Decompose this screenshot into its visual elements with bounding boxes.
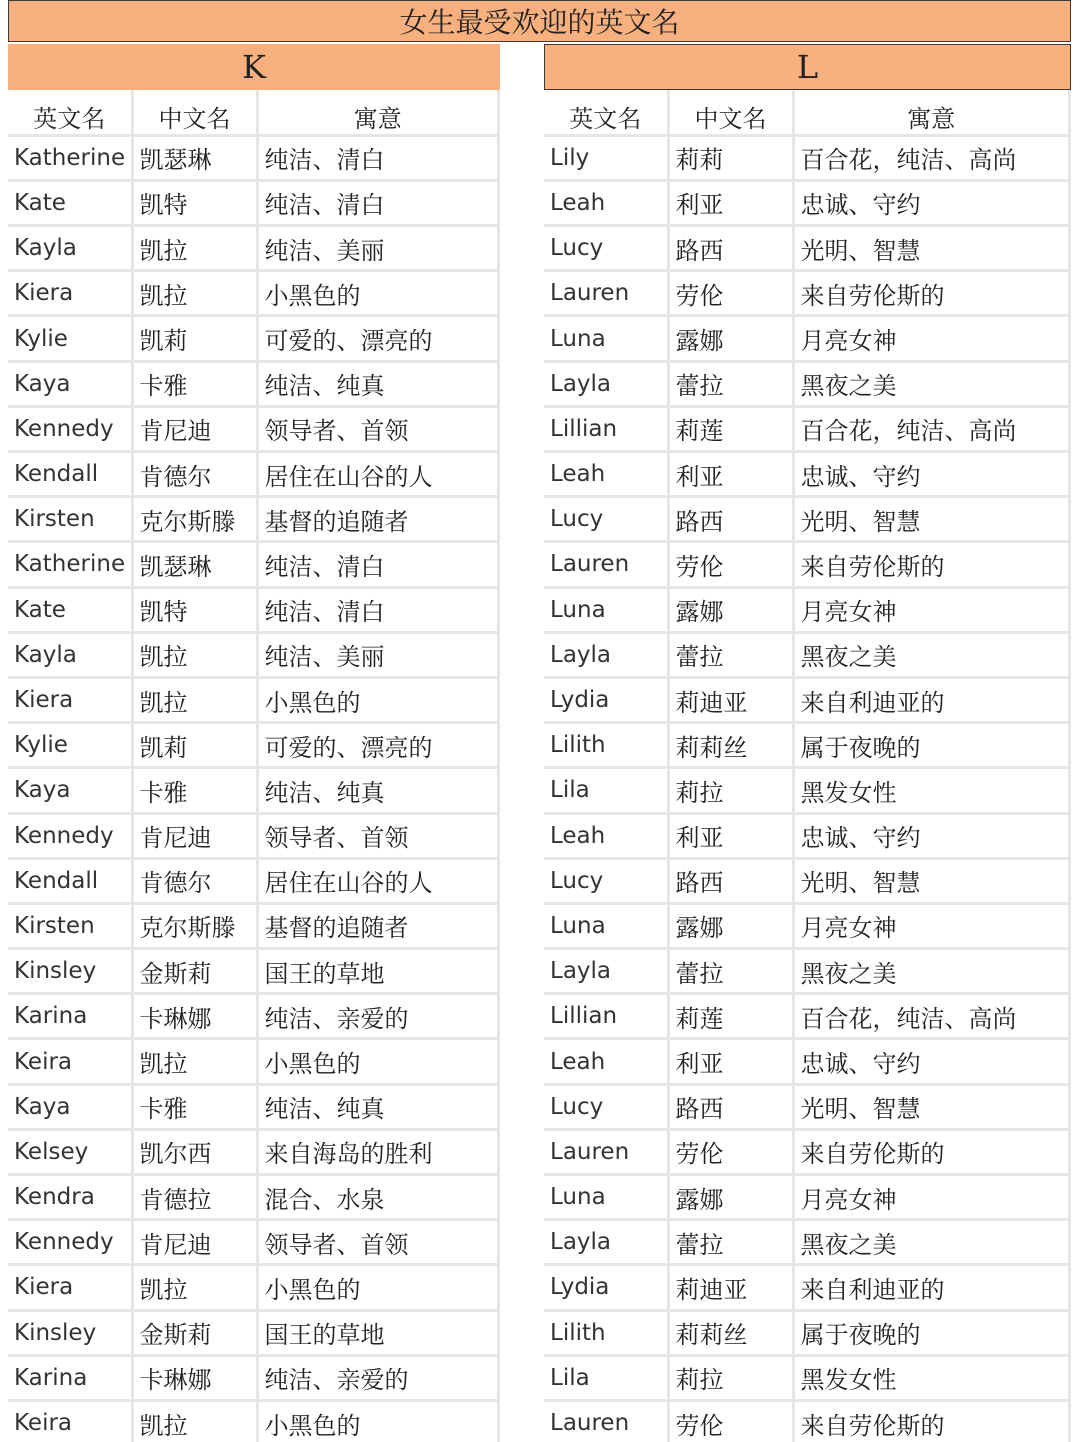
table-row [544,949,1070,994]
panel-l [544,44,1071,1442]
table-row [544,813,1070,858]
meaning-cell: 百合花，纯洁、高尚 [793,406,1070,451]
column-header-english: 英文名 [8,90,132,135]
table-row [8,316,499,361]
english-name-cell: Kendall [8,858,132,903]
table-row [8,858,499,903]
english-name-cell: Keira [8,1039,132,1084]
english-name-cell: Kirsten [8,903,132,948]
chinese-name-cell: 克尔斯滕 [132,903,257,948]
meaning-cell: 纯洁、纯真 [257,1084,499,1129]
table-row [544,677,1070,722]
table-row [8,903,499,948]
chinese-name-cell: 肯德拉 [132,1175,257,1220]
meaning-cell: 小黑色的 [257,1400,499,1442]
english-name-cell: Karina [8,1355,132,1400]
meaning-cell: 光明、智慧 [793,226,1070,271]
chinese-name-cell: 劳伦 [668,271,793,316]
chinese-name-cell: 露娜 [668,587,793,632]
chinese-name-cell: 凯拉 [132,632,257,677]
column-header-meaning: 寓意 [793,90,1070,135]
meaning-cell: 黑夜之美 [793,1220,1070,1265]
chinese-name-cell: 肯尼迪 [132,1220,257,1265]
chinese-name-cell: 莉莲 [668,406,793,451]
table-row [8,1265,499,1310]
english-name-cell: Kate [8,587,132,632]
english-name-cell: Lauren [544,1400,668,1442]
table-row [8,361,499,406]
meaning-cell: 小黑色的 [257,1039,499,1084]
chinese-name-cell: 莉莉 [668,135,793,180]
chinese-name-cell: 凯瑟琳 [132,542,257,587]
meaning-cell: 黑夜之美 [793,361,1070,406]
meaning-cell: 来自利迪亚的 [793,1265,1070,1310]
table-row [8,677,499,722]
chinese-name-cell: 金斯莉 [132,949,257,994]
table-row [544,858,1070,903]
meaning-cell: 小黑色的 [257,271,499,316]
meaning-cell: 来自劳伦斯的 [793,1400,1070,1442]
english-name-cell: Luna [544,903,668,948]
table-row [8,1310,499,1355]
meaning-cell: 光明、智慧 [793,858,1070,903]
chinese-name-cell: 劳伦 [668,542,793,587]
meaning-cell: 属于夜晚的 [793,723,1070,768]
english-name-cell: Layla [544,949,668,994]
english-name-cell: Kirsten [8,497,132,542]
english-name-cell: Lauren [544,1129,668,1174]
table-row [544,632,1070,677]
english-name-cell: Kaya [8,1084,132,1129]
table-row [8,226,499,271]
english-name-cell: Kayla [8,226,132,271]
meaning-cell: 黑夜之美 [793,632,1070,677]
chinese-name-cell: 蕾拉 [668,949,793,994]
chinese-name-cell: 露娜 [668,903,793,948]
meaning-cell: 国王的草地 [257,949,499,994]
english-name-cell: Kendra [8,1175,132,1220]
english-name-cell: Kiera [8,677,132,722]
chinese-name-cell: 凯拉 [132,677,257,722]
chinese-name-cell: 路西 [668,858,793,903]
meaning-cell: 月亮女神 [793,316,1070,361]
english-name-cell: Lila [544,1355,668,1400]
meaning-cell: 来自海岛的胜利 [257,1129,499,1174]
table-row [8,949,499,994]
english-name-cell: Kiera [8,271,132,316]
table-header-row [544,90,1070,135]
english-name-cell: Lucy [544,226,668,271]
chinese-name-cell: 肯尼迪 [132,406,257,451]
table-row [544,723,1070,768]
chinese-name-cell: 露娜 [668,316,793,361]
meaning-cell: 黑夜之美 [793,949,1070,994]
meaning-cell: 可爱的、漂亮的 [257,723,499,768]
table-row [8,1220,499,1265]
column-header-chinese: 中文名 [668,90,793,135]
chinese-name-cell: 路西 [668,226,793,271]
meaning-cell: 居住在山谷的人 [257,858,499,903]
english-name-cell: Lillian [544,406,668,451]
table-row [544,994,1070,1039]
table-row [544,587,1070,632]
chinese-name-cell: 卡琳娜 [132,994,257,1039]
meaning-cell: 月亮女神 [793,587,1070,632]
chinese-name-cell: 卡雅 [132,1084,257,1129]
table-row [544,180,1070,225]
table-row [544,1400,1070,1442]
english-name-cell: Leah [544,180,668,225]
english-name-cell: Lauren [544,271,668,316]
english-name-cell: Kaya [8,361,132,406]
english-name-cell: Layla [544,361,668,406]
meaning-cell: 来自劳伦斯的 [793,542,1070,587]
english-name-cell: Lydia [544,677,668,722]
table-row [8,497,499,542]
meaning-cell: 可爱的、漂亮的 [257,316,499,361]
english-name-cell: Kylie [8,723,132,768]
english-name-cell: Lily [544,135,668,180]
sheet-title: 女生最受欢迎的英文名 [8,0,1071,42]
letter-header-l: L [544,44,1071,90]
english-name-cell: Katherine [8,542,132,587]
table-row [8,587,499,632]
chinese-name-cell: 莉迪亚 [668,1265,793,1310]
table-row [8,1400,499,1442]
chinese-name-cell: 莉莉丝 [668,1310,793,1355]
meaning-cell: 领导者、首领 [257,406,499,451]
chinese-name-cell: 肯德尔 [132,452,257,497]
names-table-k [8,90,500,1442]
english-name-cell: Luna [544,587,668,632]
meaning-cell: 混合、水泉 [257,1175,499,1220]
chinese-name-cell: 凯拉 [132,1039,257,1084]
table-row [544,361,1070,406]
english-name-cell: Kate [8,180,132,225]
meaning-cell: 纯洁、亲爱的 [257,994,499,1039]
english-name-cell: Lilith [544,723,668,768]
chinese-name-cell: 露娜 [668,1175,793,1220]
meaning-cell: 月亮女神 [793,1175,1070,1220]
table-row [544,1220,1070,1265]
meaning-cell: 忠诚、守约 [793,813,1070,858]
table-row [8,271,499,316]
meaning-cell: 黑发女性 [793,1355,1070,1400]
english-name-cell: Kayla [8,632,132,677]
chinese-name-cell: 卡琳娜 [132,1355,257,1400]
meaning-cell: 纯洁、清白 [257,135,499,180]
table-row [544,542,1070,587]
meaning-cell: 忠诚、守约 [793,452,1070,497]
english-name-cell: Kiera [8,1265,132,1310]
meaning-cell: 国王的草地 [257,1310,499,1355]
english-name-cell: Lilith [544,1310,668,1355]
table-row [8,994,499,1039]
chinese-name-cell: 利亚 [668,813,793,858]
chinese-name-cell: 卡雅 [132,361,257,406]
meaning-cell: 纯洁、美丽 [257,632,499,677]
meaning-cell: 光明、智慧 [793,497,1070,542]
table-row [8,723,499,768]
column-header-chinese: 中文名 [132,90,257,135]
meaning-cell: 领导者、首领 [257,1220,499,1265]
chinese-name-cell: 凯特 [132,180,257,225]
table-row [544,1355,1070,1400]
chinese-name-cell: 卡雅 [132,768,257,813]
table-row [544,1310,1070,1355]
chinese-name-cell: 凯拉 [132,226,257,271]
table-row [544,271,1070,316]
chinese-name-cell: 蕾拉 [668,1220,793,1265]
english-name-cell: Lucy [544,497,668,542]
chinese-name-cell: 利亚 [668,452,793,497]
chinese-name-cell: 路西 [668,1084,793,1129]
meaning-cell: 来自利迪亚的 [793,677,1070,722]
english-name-cell: Kinsley [8,1310,132,1355]
chinese-name-cell: 凯拉 [132,271,257,316]
meaning-cell: 小黑色的 [257,1265,499,1310]
meaning-cell: 忠诚、守约 [793,180,1070,225]
english-name-cell: Kendall [8,452,132,497]
english-name-cell: Lillian [544,994,668,1039]
meaning-cell: 来自劳伦斯的 [793,1129,1070,1174]
chinese-name-cell: 凯拉 [132,1265,257,1310]
chinese-name-cell: 路西 [668,497,793,542]
chinese-name-cell: 凯莉 [132,723,257,768]
letter-header-k: K [8,44,500,90]
table-row [8,632,499,677]
column-header-english: 英文名 [544,90,668,135]
meaning-cell: 纯洁、纯真 [257,768,499,813]
chinese-name-cell: 莉迪亚 [668,677,793,722]
meaning-cell: 小黑色的 [257,677,499,722]
meaning-cell: 光明、智慧 [793,1084,1070,1129]
table-row [544,1039,1070,1084]
table-row [8,1175,499,1220]
table-row [544,903,1070,948]
chinese-name-cell: 劳伦 [668,1129,793,1174]
table-row [544,1129,1070,1174]
english-name-cell: Lucy [544,858,668,903]
meaning-cell: 领导者、首领 [257,813,499,858]
table-header-row [8,90,499,135]
table-row [8,542,499,587]
chinese-name-cell: 金斯莉 [132,1310,257,1355]
table-row [544,452,1070,497]
english-name-cell: Lila [544,768,668,813]
english-name-cell: Kennedy [8,813,132,858]
meaning-cell: 百合花，纯洁、高尚 [793,135,1070,180]
english-name-cell: Lauren [544,542,668,587]
chinese-name-cell: 利亚 [668,180,793,225]
english-name-cell: Kelsey [8,1129,132,1174]
table-row [8,1129,499,1174]
meaning-cell: 月亮女神 [793,903,1070,948]
english-name-cell: Luna [544,316,668,361]
english-name-cell: Kinsley [8,949,132,994]
meaning-cell: 纯洁、亲爱的 [257,1355,499,1400]
meaning-cell: 纯洁、清白 [257,542,499,587]
chinese-name-cell: 肯尼迪 [132,813,257,858]
table-row [8,452,499,497]
table-row [8,180,499,225]
table-row [544,135,1070,180]
chinese-name-cell: 克尔斯滕 [132,497,257,542]
english-name-cell: Kennedy [8,406,132,451]
table-row [544,497,1070,542]
english-name-cell: Leah [544,813,668,858]
english-name-cell: Leah [544,1039,668,1084]
meaning-cell: 来自劳伦斯的 [793,271,1070,316]
english-name-cell: Kylie [8,316,132,361]
meaning-cell: 属于夜晚的 [793,1310,1070,1355]
meaning-cell: 基督的追随者 [257,903,499,948]
meaning-cell: 基督的追随者 [257,497,499,542]
table-row [544,1175,1070,1220]
meaning-cell: 居住在山谷的人 [257,452,499,497]
english-name-cell: Kaya [8,768,132,813]
chinese-name-cell: 凯特 [132,587,257,632]
english-name-cell: Kennedy [8,1220,132,1265]
english-name-cell: Keira [8,1400,132,1442]
english-name-cell: Lydia [544,1265,668,1310]
table-row [8,1039,499,1084]
english-name-cell: Leah [544,452,668,497]
chinese-name-cell: 莉莉丝 [668,723,793,768]
chinese-name-cell: 劳伦 [668,1400,793,1442]
meaning-cell: 百合花，纯洁、高尚 [793,994,1070,1039]
english-name-cell: Layla [544,1220,668,1265]
table-row [544,768,1070,813]
table-row [8,406,499,451]
meaning-cell: 纯洁、美丽 [257,226,499,271]
panel-k [8,44,500,1442]
chinese-name-cell: 凯尔西 [132,1129,257,1174]
table-row [544,226,1070,271]
chinese-name-cell: 凯莉 [132,316,257,361]
names-table-l [544,90,1071,1442]
meaning-cell: 纯洁、清白 [257,180,499,225]
chinese-name-cell: 莉拉 [668,768,793,813]
english-name-cell: Luna [544,1175,668,1220]
table-row [8,768,499,813]
table-row [8,1084,499,1129]
table-row [8,1355,499,1400]
meaning-cell: 忠诚、守约 [793,1039,1070,1084]
chinese-name-cell: 蕾拉 [668,632,793,677]
table-row [544,1084,1070,1129]
table-row [544,316,1070,361]
table-row [544,406,1070,451]
chinese-name-cell: 莉莲 [668,994,793,1039]
chinese-name-cell: 利亚 [668,1039,793,1084]
chinese-name-cell: 莉拉 [668,1355,793,1400]
column-header-meaning: 寓意 [257,90,499,135]
table-row [8,813,499,858]
english-name-cell: Karina [8,994,132,1039]
table-row [8,135,499,180]
english-name-cell: Katherine [8,135,132,180]
meaning-cell: 纯洁、纯真 [257,361,499,406]
english-name-cell: Layla [544,632,668,677]
chinese-name-cell: 凯瑟琳 [132,135,257,180]
english-name-cell: Lucy [544,1084,668,1129]
chinese-name-cell: 凯拉 [132,1400,257,1442]
meaning-cell: 黑发女性 [793,768,1070,813]
table-row [544,1265,1070,1310]
meaning-cell: 纯洁、清白 [257,587,499,632]
chinese-name-cell: 肯德尔 [132,858,257,903]
chinese-name-cell: 蕾拉 [668,361,793,406]
